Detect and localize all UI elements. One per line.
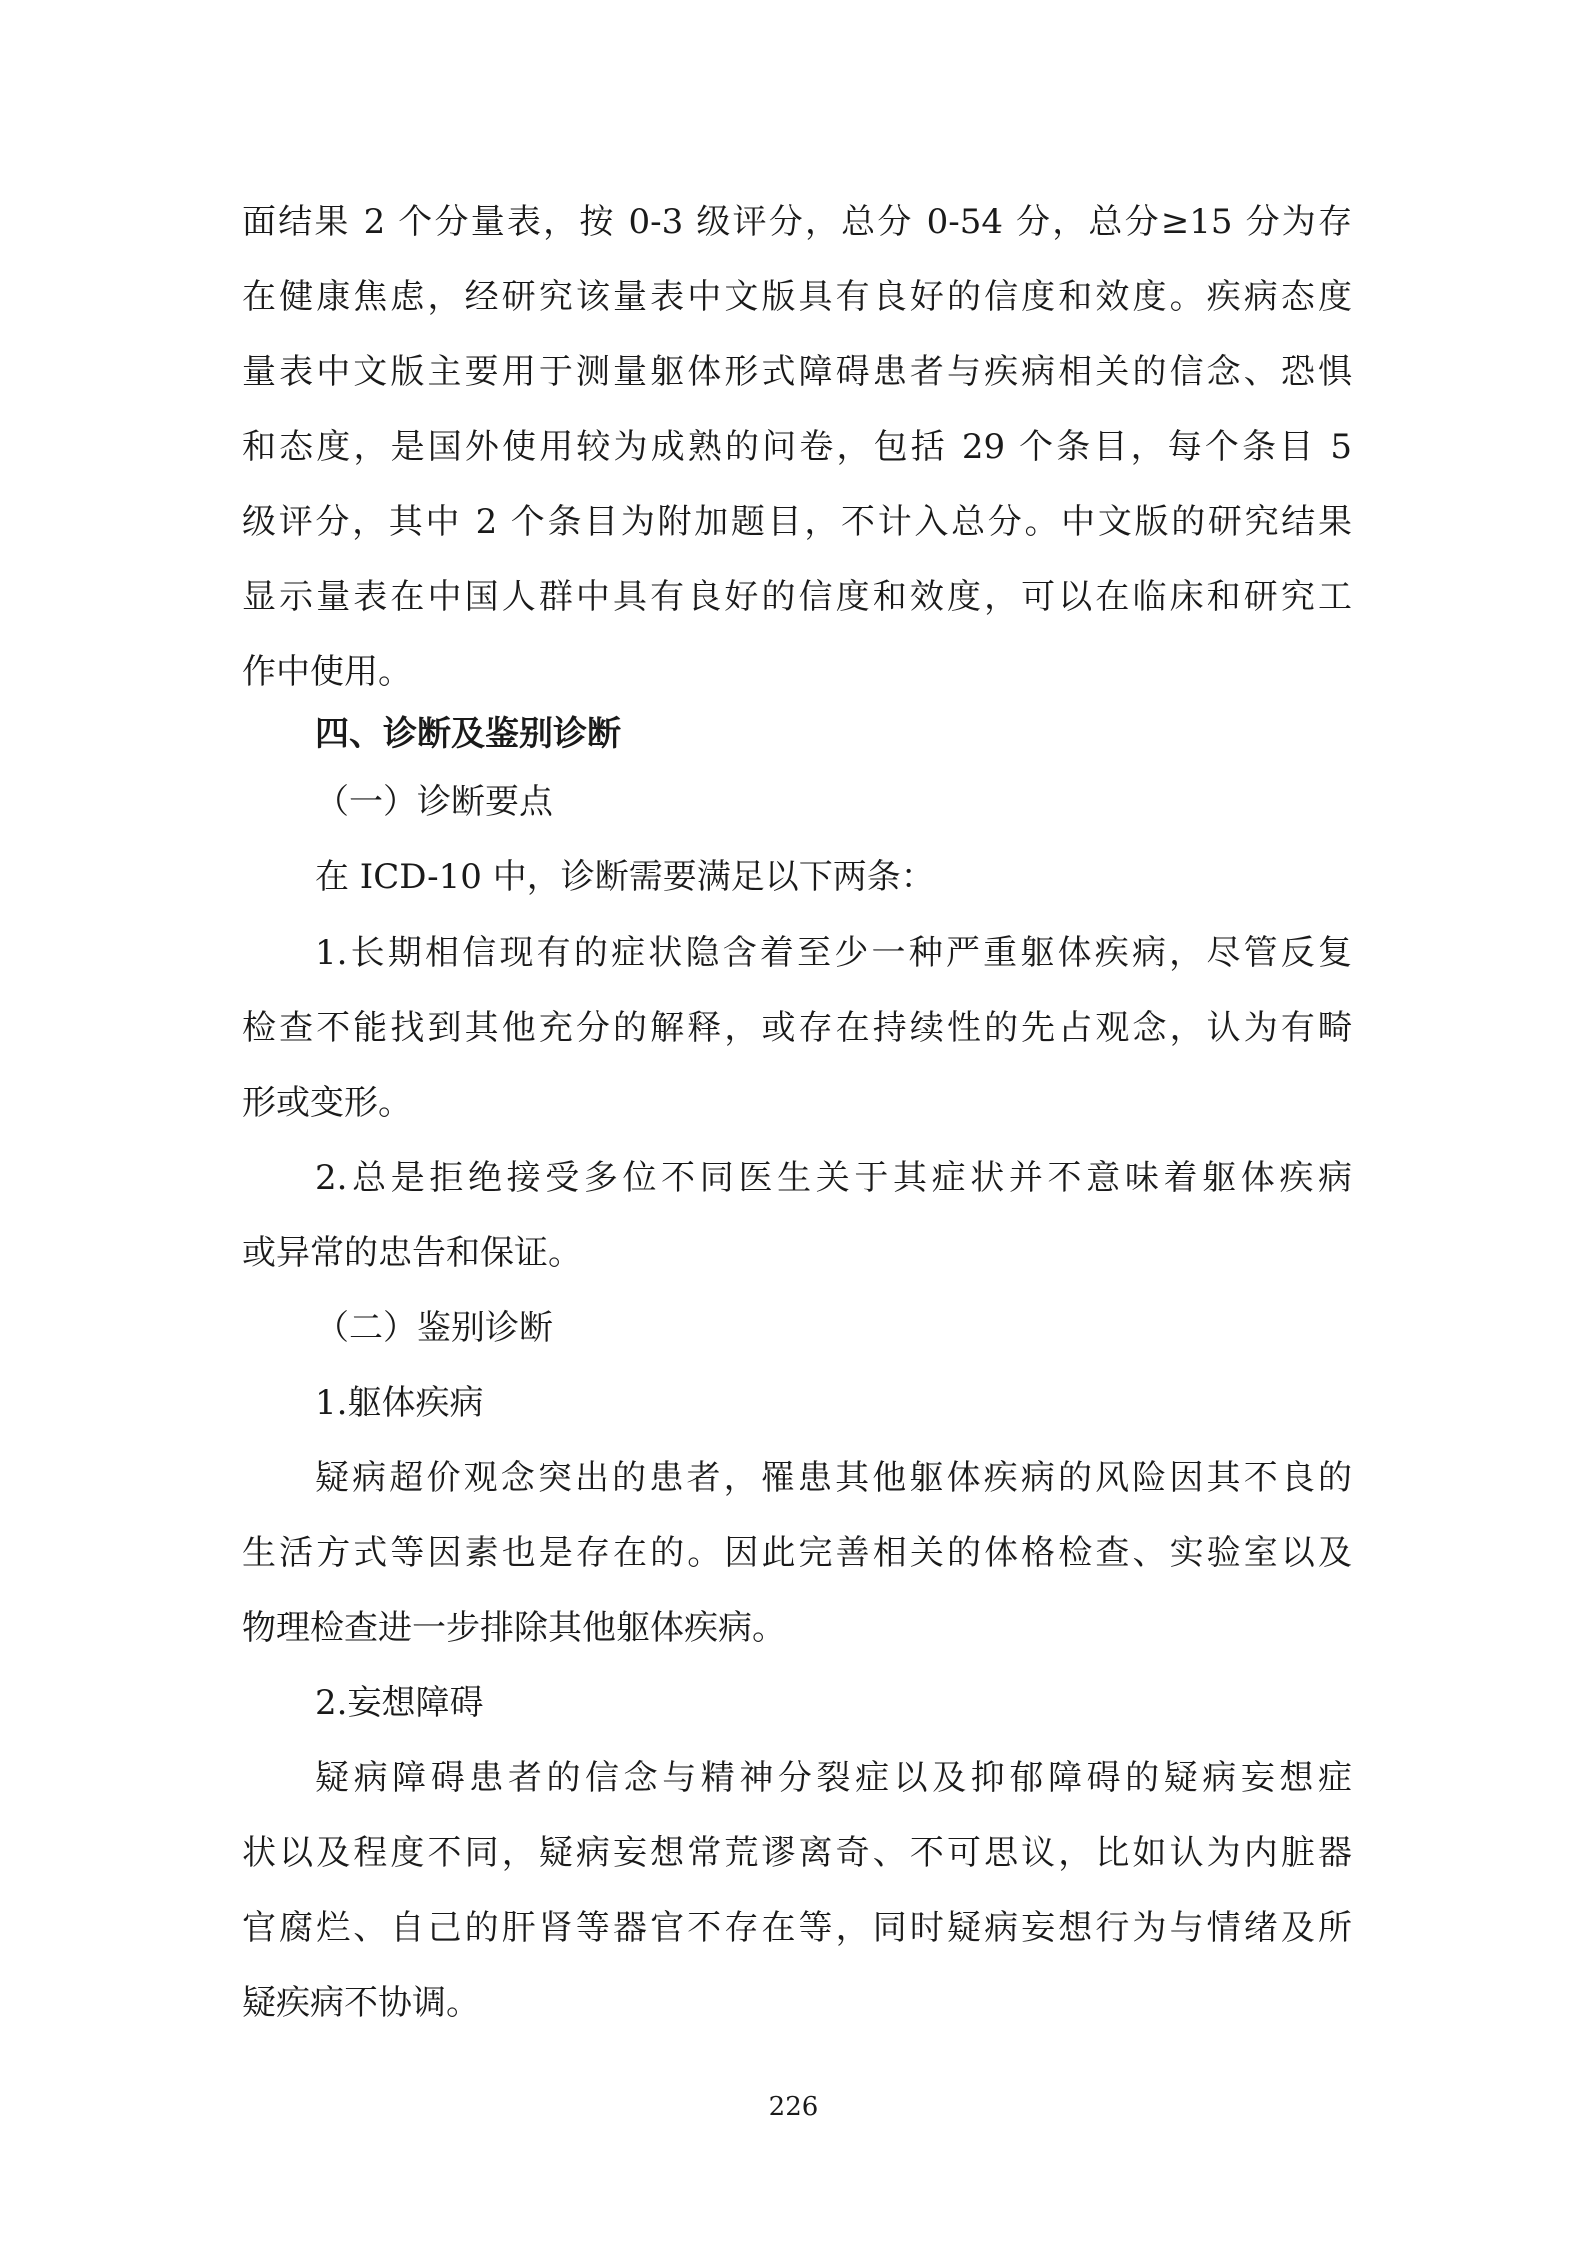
subsection-2-heading: （二）鉴别诊断 xyxy=(315,1308,553,1348)
subsection-1-item-1-line-1: 1.长期相信现有的症状隐含着至少一种严重躯体疾病，尽管反复 xyxy=(315,933,1352,973)
subsection-1-heading: （一）诊断要点 xyxy=(315,782,553,822)
subsection-1-item-2-line-2: 或异常的忠告和保证。 xyxy=(242,1233,582,1273)
page-number: 226 xyxy=(768,2092,819,2122)
subsection-2-item-1-line-1: 疑病超价观念突出的患者，罹患其他躯体疾病的风险因其不良的 xyxy=(315,1458,1352,1498)
paragraph-1-line-2: 在健康焦虑，经研究该量表中文版具有良好的信度和效度。疾病态度 xyxy=(242,277,1352,317)
subsection-2-item-2-line-4: 疑疾病不协调。 xyxy=(242,1983,480,2023)
subsection-1-item-1-line-3: 形或变形。 xyxy=(242,1083,412,1123)
subsection-2-item-1-title: 1.躯体疾病 xyxy=(315,1383,484,1423)
paragraph-1-line-5: 级评分，其中 2 个条目为附加题目，不计入总分。中文版的研究结果 xyxy=(242,502,1352,542)
paragraph-1-line-6: 显示量表在中国人群中具有良好的信度和效度，可以在临床和研究工 xyxy=(242,577,1352,617)
paragraph-1-line-7: 作中使用。 xyxy=(242,652,412,692)
subsection-2-item-2-line-2: 状以及程度不同，疑病妄想常荒谬离奇、不可思议，比如认为内脏器 xyxy=(242,1833,1352,1873)
subsection-2-item-2-title: 2.妄想障碍 xyxy=(315,1683,484,1723)
section-heading: 四、诊断及鉴别诊断 xyxy=(315,714,621,754)
subsection-2-item-1-line-3: 物理检查进一步排除其他躯体疾病。 xyxy=(242,1608,786,1648)
subsection-2-item-1-line-2: 生活方式等因素也是存在的。因此完善相关的体格检查、实验室以及 xyxy=(242,1533,1352,1573)
paragraph-1-line-3: 量表中文版主要用于测量躯体形式障碍患者与疾病相关的信念、恐惧 xyxy=(242,352,1352,392)
paragraph-1-line-1: 面结果 2 个分量表，按 0-3 级评分，总分 0-54 分，总分≥15 分为存 xyxy=(242,202,1352,242)
subsection-2-item-2-line-3: 官腐烂、自己的肝肾等器官不存在等，同时疑病妄想行为与情绪及所 xyxy=(242,1908,1352,1948)
subsection-2-item-2-line-1: 疑病障碍患者的信念与精神分裂症以及抑郁障碍的疑病妄想症 xyxy=(315,1758,1352,1798)
subsection-1-intro: 在 ICD-10 中，诊断需要满足以下两条： xyxy=(315,857,935,897)
subsection-1-item-1-line-2: 检查不能找到其他充分的解释，或存在持续性的先占观念，认为有畸 xyxy=(242,1008,1352,1048)
paragraph-1-line-4: 和态度，是国外使用较为成熟的问卷，包括 29 个条目，每个条目 5 xyxy=(242,427,1352,467)
subsection-1-item-2-line-1: 2.总是拒绝接受多位不同医生关于其症状并不意味着躯体疾病 xyxy=(315,1158,1352,1198)
